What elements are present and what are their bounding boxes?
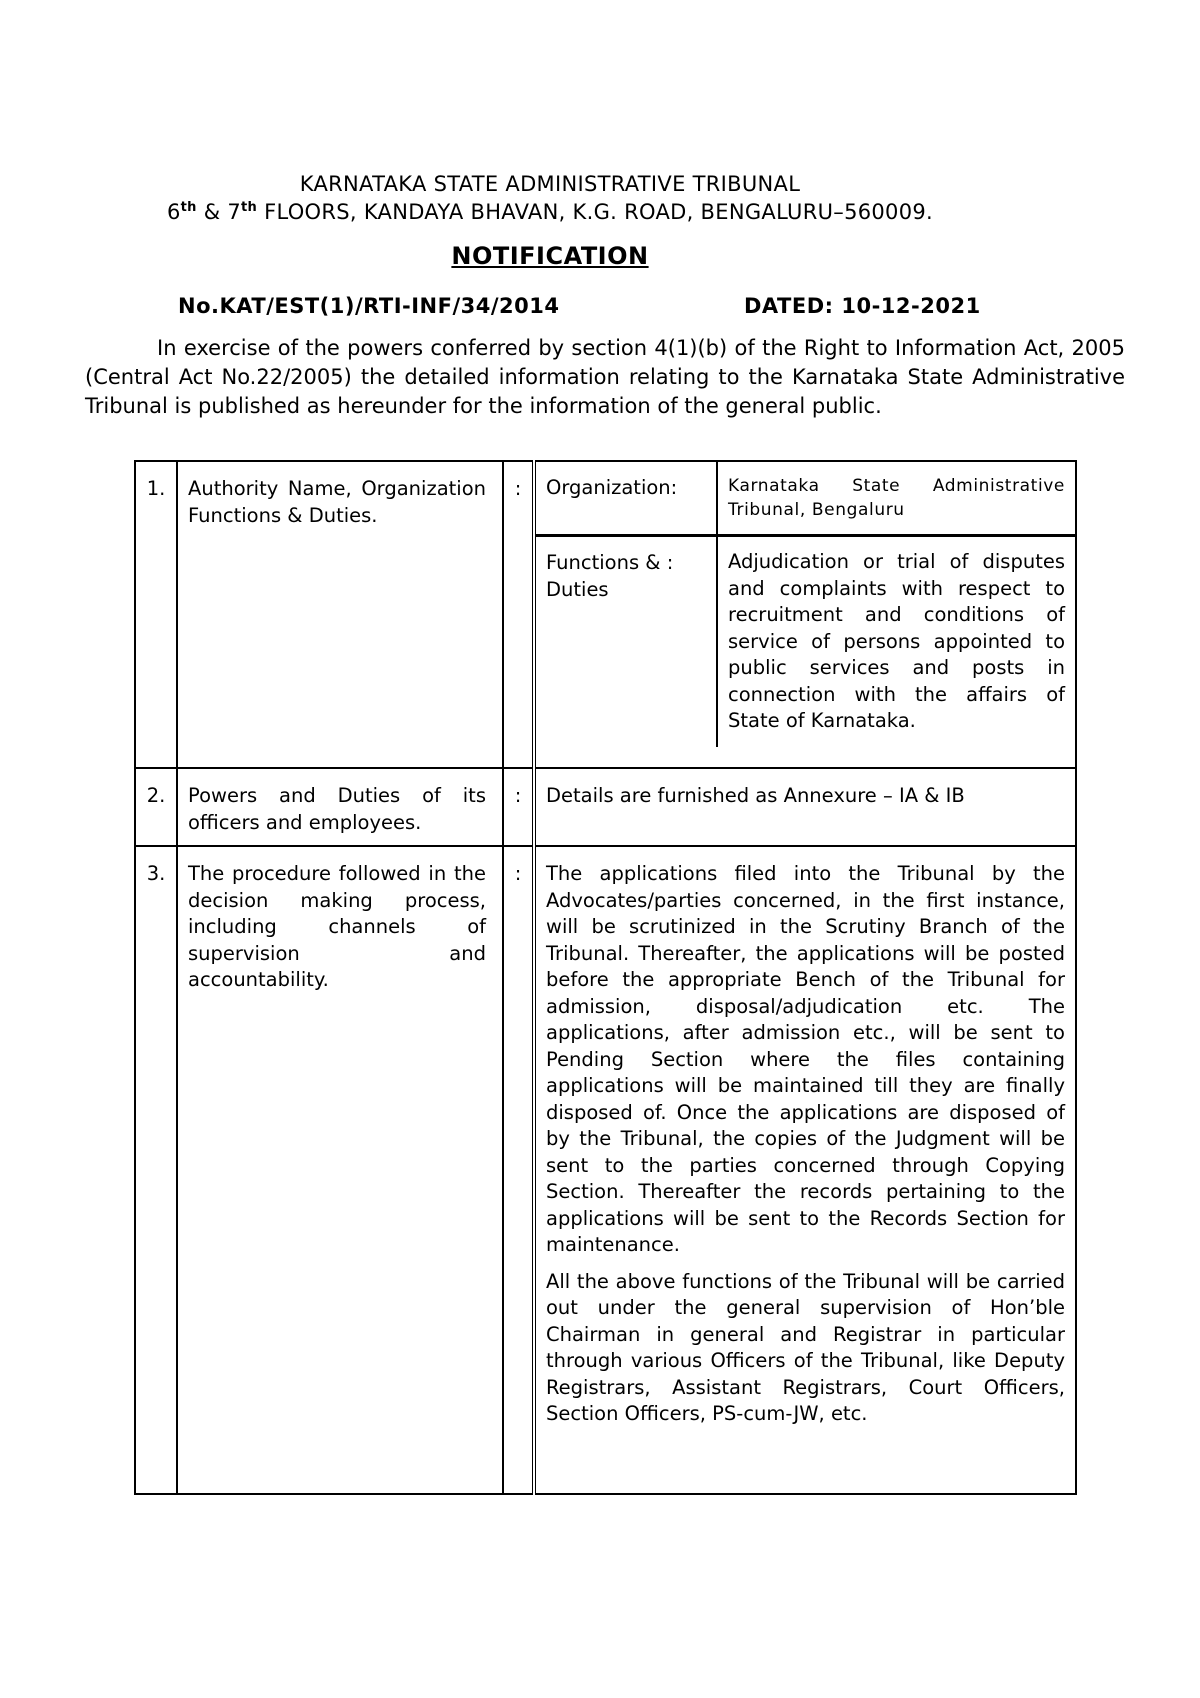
organization-value: Karnataka State Administrative Tribunal, Bengaluru [717,462,1075,536]
row-number: 2. [135,768,177,846]
tribunal-address [0,200,1100,224]
information-table [134,460,1077,1495]
address-sup-th-2: th [241,200,258,215]
reference-number: No.KAT/EST(1)/RTI-INF/34/2014 [178,294,560,318]
organization-row [536,462,1075,536]
row-colon: : [503,768,534,846]
procedure-paragraph-1: The applications filed into the Tribunal by the Advocates/parties concerned, in the first instance, will be scrutinized in the Scrutiny Branch of the Tribunal. Thereafter, the applications will be posted before the appropriate Bench of the Tribunal for admission, disposal/adjudication etc. The applications, after admission etc., will be sent to Pending Section where the files containing applications will be maintained till they are finally disposed of. Once the applications are disposed of by the Tribunal, the copies of the Judgment will be sent to the parties concerned through Copying Section. Thereafter the records pertaining to the applications will be sent to the Records Section for maintenance. [546,862,1065,1256]
org-subtable [536,462,1075,747]
intro-paragraph: In exercise of the powers conferred by section 4(1)(b) of the Right to Information Act, 2005 (Central Act No.22/2005) the detailed information relating to the Karnataka State Administrative Tribunal is published as hereunder for the information of the general public. [85,336,1125,418]
functions-row [536,536,1075,747]
row-label: Authority Name, Organization Functions & Duties. [177,461,503,768]
row-number: 3. [135,846,177,1494]
address-sup-th-1: th [180,200,197,215]
tribunal-name: KARNATAKA STATE ADMINISTRATIVE TRIBUNAL [299,172,801,196]
functions-value: Adjudication or trial of disputes and complaints with respect to recruitment and conditions of service of persons appointed to public services and posts in connection with the affairs of State of Karnataka. [728,550,1065,732]
row-content [534,461,1076,768]
table-row [135,768,1076,846]
address-floor-6: 6 [166,200,181,224]
functions-label: Functions & : Duties [536,536,717,747]
table-row [135,461,1076,768]
procedure-value [536,847,1075,1442]
row-content [534,768,1076,846]
row-number: 1. [135,461,177,768]
row-label: Powers and Duties of its officers and employees. [177,768,503,846]
table-row [135,846,1076,1494]
organization-label: Organization: [536,462,717,536]
row-colon: : [503,846,534,1494]
procedure-paragraph-2: All the above functions of the Tribunal will be carried out under the general supervision of Hon’ble Chairman in general and Registrar in particular through various Officers of the Tribunal, like Deputy Registrars, Assistant Registrars, Court Officers, Section Officers, PS-cum-JW, etc. [546,1269,1065,1425]
reference-date: DATED: 10-12-2021 [744,294,981,318]
address-floor-7: & 7 [196,200,242,224]
address-street: FLOORS, KANDAYA BHAVAN, K.G. ROAD, BENGALURU–560009. [257,200,934,224]
row-colon: : [503,461,534,768]
notification-title: NOTIFICATION [451,242,649,270]
powers-value: Details are furnished as Annexure – IA & IB [546,784,965,807]
row-content [534,846,1076,1494]
row-label: The procedure followed in the decision making process, including channels of supervision and accountability. [177,846,503,1494]
